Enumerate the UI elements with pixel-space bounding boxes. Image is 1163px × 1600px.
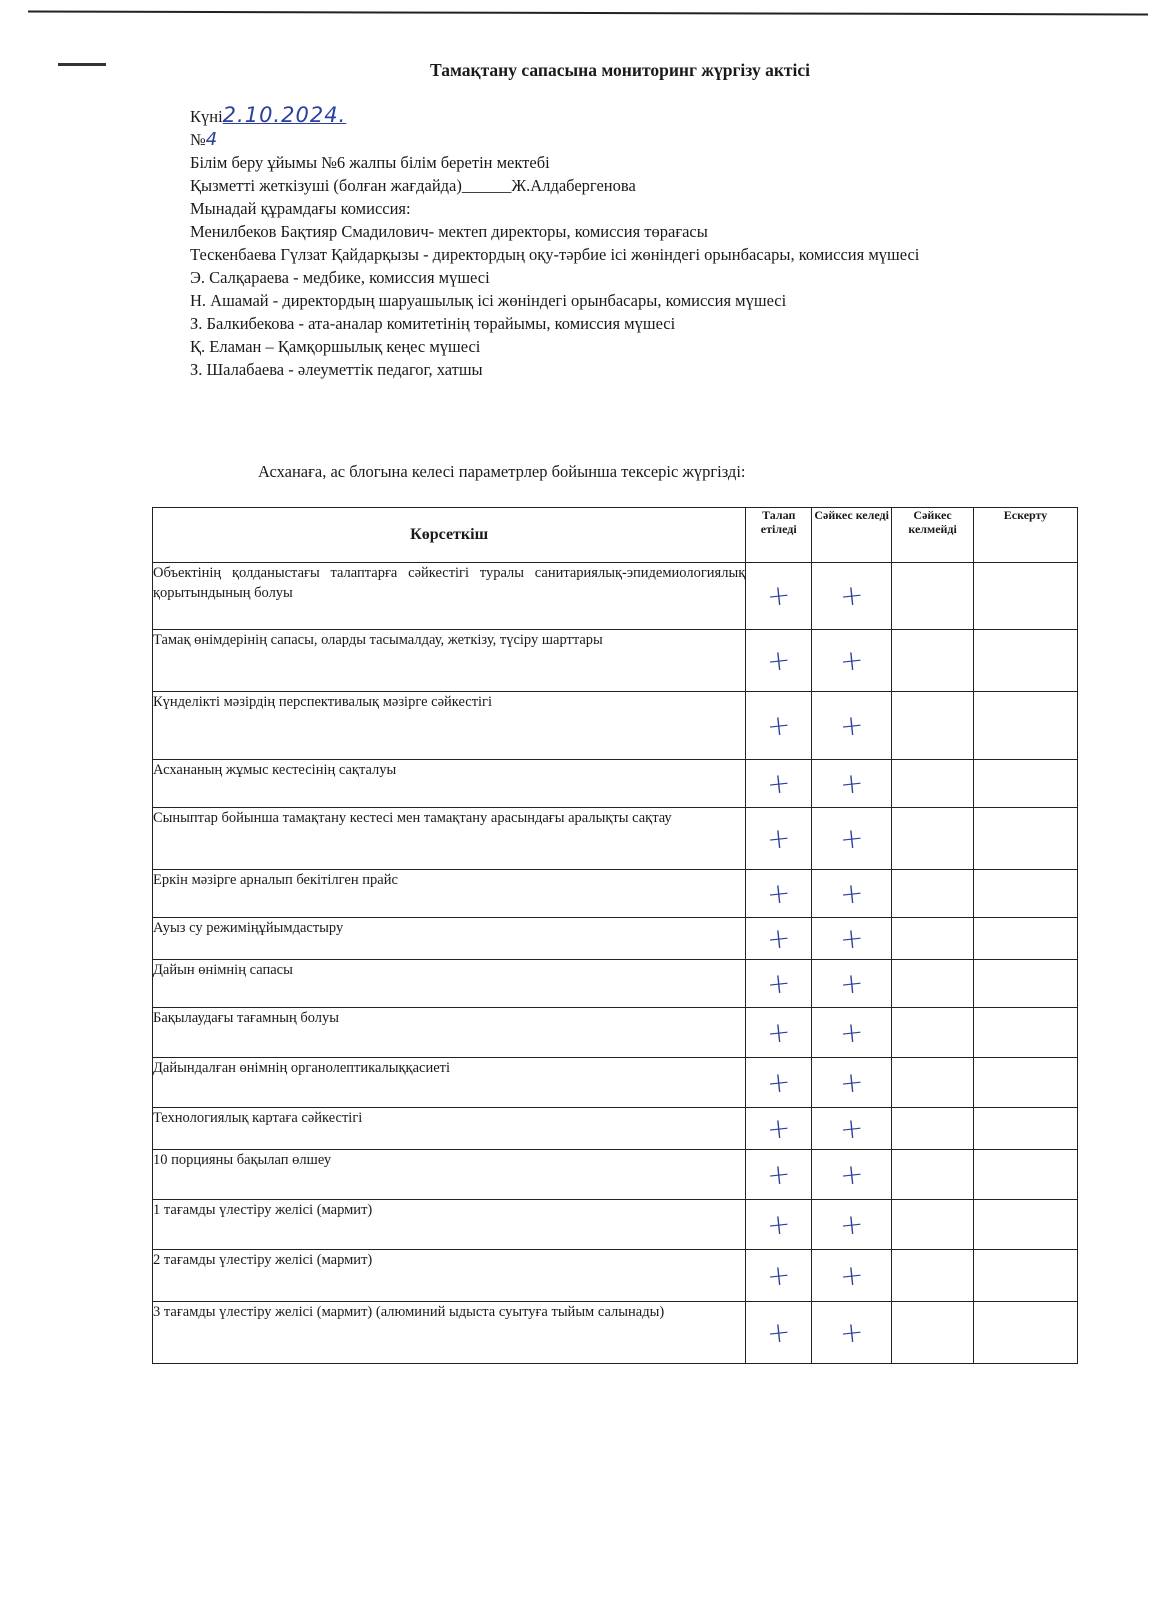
required-cell xyxy=(746,918,812,960)
commission-member: Қ. Еламан – Қамқоршылық кеңес мүшесі xyxy=(190,337,481,356)
compliant-cell xyxy=(812,808,892,870)
required-cell xyxy=(746,808,812,870)
noncompliant-cell xyxy=(892,1108,974,1150)
compliant-mark: + xyxy=(838,920,865,956)
required-mark: + xyxy=(765,1314,793,1350)
compliant-cell xyxy=(812,870,892,918)
compliant-cell xyxy=(812,630,892,692)
indicator-cell: Еркін мәзірге арналып бекітілген прайс xyxy=(153,870,746,918)
noncompliant-cell xyxy=(892,692,974,760)
number-value: 4 xyxy=(205,129,218,150)
required-mark: + xyxy=(765,820,793,856)
noncompliant-cell xyxy=(892,760,974,808)
required-mark: + xyxy=(765,1110,793,1146)
required-mark: + xyxy=(765,1156,793,1192)
note-cell xyxy=(974,1058,1078,1108)
required-cell xyxy=(746,960,812,1008)
table-row xyxy=(153,1150,1078,1200)
required-cell xyxy=(746,1150,812,1200)
note-cell xyxy=(974,1302,1078,1364)
compliant-mark: + xyxy=(838,1156,865,1192)
inspection-intro: Асханаға, ас блогына келесі параметрлер бойынша тексеріс жүргізді: xyxy=(258,462,746,481)
required-cell xyxy=(746,1008,812,1058)
compliant-cell xyxy=(812,1302,892,1364)
note-cell xyxy=(974,918,1078,960)
table-row xyxy=(153,808,1078,870)
note-cell xyxy=(974,1150,1078,1200)
noncompliant-cell xyxy=(892,1008,974,1058)
header-noncompliant: Сәйкес келмейді xyxy=(892,508,974,563)
note-cell xyxy=(974,960,1078,1008)
table-header-row xyxy=(153,508,1078,563)
required-cell xyxy=(746,1250,812,1302)
table-row xyxy=(153,630,1078,692)
note-cell xyxy=(974,1008,1078,1058)
required-mark: + xyxy=(765,1014,793,1050)
note-cell xyxy=(974,692,1078,760)
compliant-mark: + xyxy=(838,642,865,678)
commission-label: Мынадай құрамдағы комиссия: xyxy=(190,199,411,218)
header-required: Талап етіледі xyxy=(746,508,812,563)
header-compliant: Сәйкес келеді xyxy=(812,508,892,563)
noncompliant-cell xyxy=(892,1250,974,1302)
note-cell xyxy=(974,630,1078,692)
required-mark: + xyxy=(765,642,793,678)
noncompliant-cell xyxy=(892,918,974,960)
date-label: Күні xyxy=(190,107,223,126)
required-mark: + xyxy=(765,1257,793,1293)
supplier-blank: ______ xyxy=(461,176,512,195)
table-row xyxy=(153,960,1078,1008)
table-row xyxy=(153,1250,1078,1302)
noncompliant-cell xyxy=(892,1058,974,1108)
table-row xyxy=(153,1302,1078,1364)
indicator-cell: 1 тағамды үлестіру желісі (мармит) xyxy=(153,1200,746,1250)
noncompliant-cell xyxy=(892,563,974,630)
supplier-line xyxy=(190,174,1065,197)
header-note: Ескерту xyxy=(974,508,1078,563)
compliant-mark: + xyxy=(838,707,865,743)
commission-member: З. Шалабаева - әлеуметтік педагог, хатшы xyxy=(190,360,483,379)
required-cell xyxy=(746,563,812,630)
required-mark: + xyxy=(765,765,793,801)
header-block xyxy=(190,104,1065,381)
indicator-cell: Технологиялық картаға сәйкестігі xyxy=(153,1108,746,1150)
compliant-mark: + xyxy=(838,820,865,856)
compliant-cell xyxy=(812,1008,892,1058)
table-row xyxy=(153,760,1078,808)
supplier-value: Ж.Алдабергенова xyxy=(511,176,636,195)
compliant-mark: + xyxy=(838,577,865,614)
required-mark: + xyxy=(765,875,793,911)
required-cell xyxy=(746,630,812,692)
noncompliant-cell xyxy=(892,1302,974,1364)
compliant-cell xyxy=(812,1058,892,1108)
inspection-table xyxy=(152,507,1078,1364)
table-row xyxy=(153,692,1078,760)
required-cell xyxy=(746,1108,812,1150)
compliant-cell xyxy=(812,960,892,1008)
number-line xyxy=(190,128,1065,151)
required-mark: + xyxy=(765,707,793,743)
document-title: Тамақтану сапасына мониторинг жүргізу актісі xyxy=(430,60,810,80)
commission-member: Менилбеков Бақтияр Смадилович- мектеп директоры, комиссия төрағасы xyxy=(190,222,708,241)
required-cell xyxy=(746,1058,812,1108)
noncompliant-cell xyxy=(892,1200,974,1250)
compliant-mark: + xyxy=(838,765,865,801)
indicator-cell: Дайын өнімнің сапасы xyxy=(153,960,746,1008)
indicator-cell: Сыныптар бойынша тамақтану кестесі мен тамақтану арасындағы аралықты сақтау xyxy=(153,808,746,870)
required-cell xyxy=(746,692,812,760)
noncompliant-cell xyxy=(892,630,974,692)
required-mark: + xyxy=(765,1064,793,1100)
required-cell xyxy=(746,760,812,808)
indicator-cell: Асхананың жұмыс кестесінің сақталуы xyxy=(153,760,746,808)
scan-top-edge xyxy=(28,11,1148,16)
indicator-cell: Ауыз су режиміңұйымдастыру xyxy=(153,918,746,960)
indicator-cell: 10 порцияны бақылап өлшеу xyxy=(153,1150,746,1200)
indicator-cell: Күнделікті мәзірдің перспективалық мәзірге сәйкестігі xyxy=(153,692,746,760)
indicator-cell: Объектінің қолданыстағы талаптарға сәйкестігі туралы санитариялық-эпидемиологиялық қорытындының болуы xyxy=(153,563,746,630)
required-cell xyxy=(746,1200,812,1250)
commission-member: Э. Салқараева - медбике, комиссия мүшесі xyxy=(190,268,490,287)
indicator-cell: Тамақ өнімдерінің сапасы, оларды тасымалдау, жеткізу, түсіру шарттары xyxy=(153,630,746,692)
compliant-cell xyxy=(812,692,892,760)
required-cell xyxy=(746,1302,812,1364)
compliant-cell xyxy=(812,1108,892,1150)
compliant-cell xyxy=(812,1150,892,1200)
commission-member: Тескенбаева Гүлзат Қайдарқызы - директордың оқу-тәрбие ісі жөніндегі орынбасары, комиссия мүшесі xyxy=(190,245,920,264)
indicator-cell: Дайындалған өнімнің органолептикалыққасиеті xyxy=(153,1058,746,1108)
compliant-mark: + xyxy=(838,965,865,1001)
compliant-mark: + xyxy=(838,1110,865,1146)
date-value: 2.10.2024. xyxy=(222,103,347,127)
compliant-mark: + xyxy=(838,875,865,911)
compliant-cell xyxy=(812,918,892,960)
compliant-cell xyxy=(812,1200,892,1250)
table-row xyxy=(153,870,1078,918)
noncompliant-cell xyxy=(892,870,974,918)
required-cell xyxy=(746,870,812,918)
compliant-mark: + xyxy=(838,1064,865,1100)
noncompliant-cell xyxy=(892,808,974,870)
note-cell xyxy=(974,563,1078,630)
table-row xyxy=(153,1008,1078,1058)
required-mark: + xyxy=(765,920,793,956)
header-indicator: Көрсеткіш xyxy=(153,508,746,563)
compliant-mark: + xyxy=(838,1257,865,1293)
table-row xyxy=(153,1108,1078,1150)
compliant-mark: + xyxy=(838,1314,865,1350)
required-mark: + xyxy=(765,1206,793,1242)
compliant-cell xyxy=(812,1250,892,1302)
compliant-mark: + xyxy=(838,1206,865,1242)
table-row xyxy=(153,563,1078,630)
compliant-mark: + xyxy=(838,1014,865,1050)
note-cell xyxy=(974,760,1078,808)
commission-member: З. Балкибекова - ата-аналар комитетінің төрайымы, комиссия мүшесі xyxy=(190,314,676,333)
noncompliant-cell xyxy=(892,1150,974,1200)
table-row xyxy=(153,918,1078,960)
note-cell xyxy=(974,1200,1078,1250)
organization: Білім беру ұйымы №6 жалпы білім беретін мектебі xyxy=(190,153,550,172)
indicator-cell: Бақылаудағы тағамның болуы xyxy=(153,1008,746,1058)
note-cell xyxy=(974,870,1078,918)
supplier-label: Қызметті жеткізуші (болған жағдайда) xyxy=(190,176,462,195)
commission-member: Н. Ашамай - директордың шаруашылық ісі жөніндегі орынбасары, комиссия мүшесі xyxy=(190,291,787,310)
table-row xyxy=(153,1200,1078,1250)
table-row xyxy=(153,1058,1078,1108)
required-mark: + xyxy=(765,577,793,614)
indicator-cell: 3 тағамды үлестіру желісі (мармит) (алюминий ыдыста суытуға тыйым салынады) xyxy=(153,1302,746,1364)
note-cell xyxy=(974,808,1078,870)
required-mark: + xyxy=(765,965,793,1001)
indicator-cell: 2 тағамды үлестіру желісі (мармит) xyxy=(153,1250,746,1302)
note-cell xyxy=(974,1108,1078,1150)
number-label: № xyxy=(190,130,206,149)
date-line xyxy=(190,104,1065,128)
noncompliant-cell xyxy=(892,960,974,1008)
compliant-cell xyxy=(812,760,892,808)
note-cell xyxy=(974,1250,1078,1302)
compliant-cell xyxy=(812,563,892,630)
